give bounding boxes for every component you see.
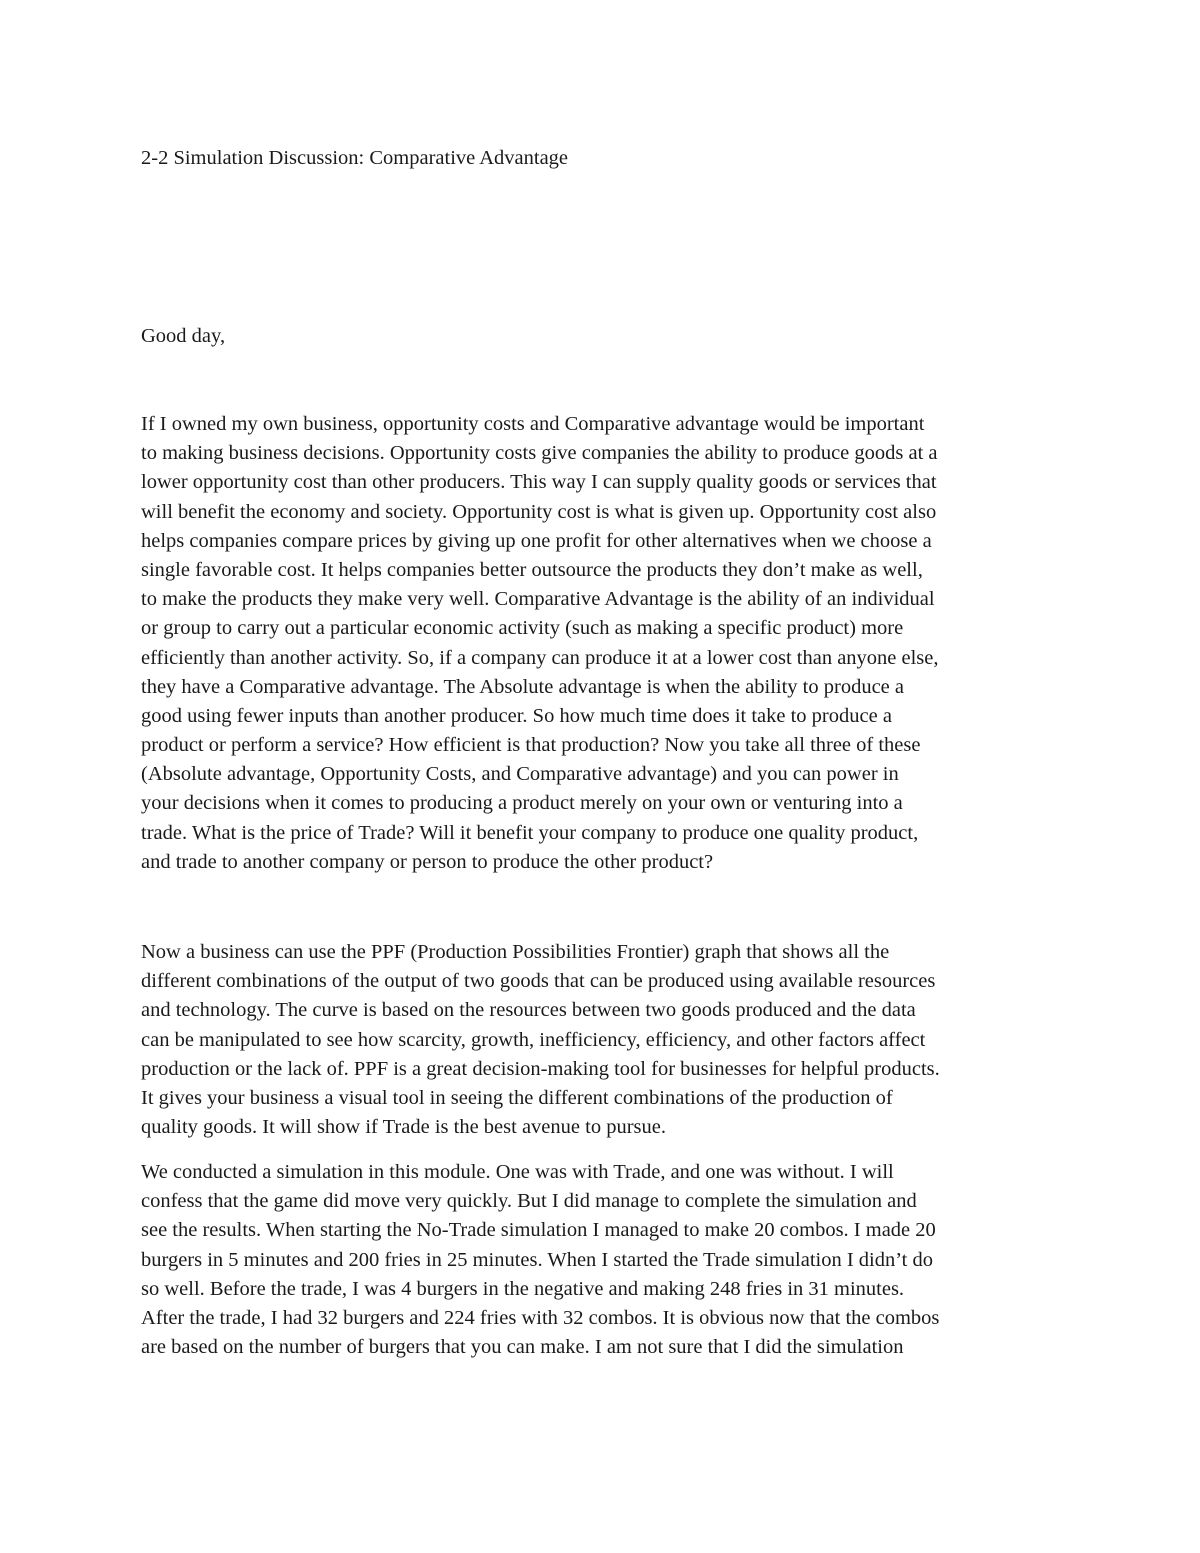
paragraph-line: helps companies compare prices by giving up one profit for other alternatives when we choose a: [141, 529, 932, 552]
paragraph-line: We conducted a simulation in this module. One was with Trade, and one was without. I will: [141, 1161, 894, 1183]
paragraph-line: and technology. The curve is based on the resources between two goods produced and the data: [141, 999, 916, 1022]
paragraph-line: (Absolute advantage, Opportunity Costs, and Comparative advantage) and you can power in: [141, 763, 899, 786]
paragraph-line: are based on the number of burgers that you can make. I am not sure that I did the simulation: [141, 1336, 904, 1359]
paragraph-line: they have a Comparative advantage. The Absolute advantage is when the ability to produce a: [141, 675, 904, 698]
paragraph-line: see the results. When starting the No-Trade simulation I managed to make 20 combos. I made 20: [141, 1219, 936, 1242]
paragraph-line: If I owned my own business, opportunity costs and Comparative advantage would be important: [141, 413, 925, 435]
paragraph-line: After the trade, I had 32 burgers and 224 fries with 32 combos. It is obvious now that the combos: [141, 1306, 940, 1329]
paragraph-line: or group to carry out a particular economic activity (such as making a specific product) more: [141, 617, 904, 640]
paragraph-line: will benefit the economy and society. Opportunity cost is what is given up. Opportunity cost also: [141, 500, 937, 523]
paragraph-line: product or perform a service? How efficient is that production? Now you take all three of these: [141, 734, 921, 757]
paragraph-line: burgers in 5 minutes and 200 fries in 25 minutes. When I started the Trade simulation I didn’t do: [141, 1248, 934, 1271]
paragraph-line: quality goods. It will show if Trade is the best avenue to pursue.: [141, 1116, 666, 1139]
paragraph-line: to making business decisions. Opportunity costs give companies the ability to produce goods at a: [141, 442, 938, 465]
paragraph-line: so well. Before the trade, I was 4 burgers in the negative and making 248 fries in 31 minutes.: [141, 1277, 905, 1300]
paragraph-line: and trade to another company or person to produce the other product?: [141, 850, 714, 873]
greeting-text: Good day,: [141, 325, 226, 347]
paragraph-ppf: [141, 938, 1081, 1142]
paragraph-line: lower opportunity cost than other producers. This way I can supply quality goods or services that: [141, 471, 937, 494]
paragraph-line: Now a business can use the PPF (Production Possibilities Frontier) graph that shows all the: [141, 941, 890, 963]
paragraph-opportunity-costs: [141, 410, 1081, 877]
paragraph-line: good using fewer inputs than another producer. So how much time does it take to produce a: [141, 704, 892, 727]
paragraph-line: single favorable cost. It helps companies better outsource the products they don’t make as well,: [141, 558, 923, 581]
paragraph-line: production or the lack of. PPF is a great decision-making tool for businesses for helpful products.: [141, 1057, 940, 1080]
paragraph-line: efficiently than another activity. So, if a company can produce it at a lower cost than anyone else,: [141, 646, 939, 669]
paragraph-line: different combinations of the output of two goods that can be produced using available resources: [141, 970, 936, 993]
paragraph-line: to make the products they make very well. Comparative Advantage is the ability of an individual: [141, 588, 935, 611]
document-title: 2-2 Simulation Discussion: Comparative Advantage: [141, 147, 569, 169]
paragraph-line: your decisions when it comes to producing a product merely on your own or venturing into a: [141, 792, 903, 815]
paragraph-line: It gives your business a visual tool in seeing the different combinations of the production of: [141, 1086, 893, 1109]
paragraph-line: trade. What is the price of Trade? Will it benefit your company to produce one quality product,: [141, 821, 919, 844]
paragraph-simulation: [141, 1158, 1081, 1362]
paragraph-line: confess that the game did move very quickly. But I did manage to complete the simulation and: [141, 1190, 917, 1213]
paragraph-line: can be manipulated to see how scarcity, growth, inefficiency, efficiency, and other factors affect: [141, 1028, 926, 1051]
